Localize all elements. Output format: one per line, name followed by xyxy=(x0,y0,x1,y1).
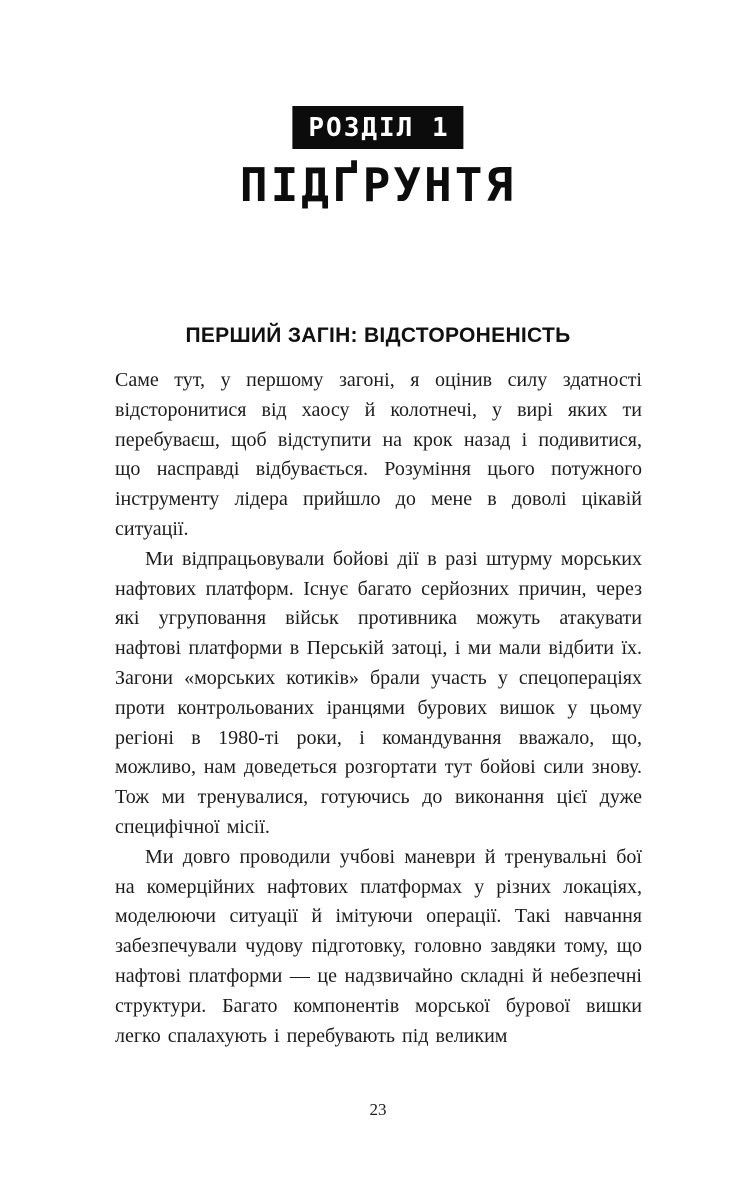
chapter-badge-label: РОЗДІЛ 1 xyxy=(308,113,450,143)
paragraph-1: Саме тут, у першому загоні, я оцінив силу здатності відсторонитися від хаосу й колотнечі, у вирі яких ти перебуваєш, щоб відступити на крок назад і подивитися, що насправді відбувається. Розуміння цього потужного інструменту лідера прийшло до мене в доволі цікавій ситуації. xyxy=(115,369,642,540)
page-number: 23 xyxy=(369,1100,387,1119)
section-heading: ПЕРШИЙ ЗАГІН: ВІДСТОРОНЕНІСТЬ xyxy=(185,324,571,347)
chapter-badge xyxy=(292,106,463,149)
paragraph-3: Ми довго проводили учбові маневри й тренувальні бої на комерційних нафтових платформах у різних локаціях, моделюючи ситуації й імітуючи операції. Такі навчання забезпечували чудову підготовку, головно завдяки тому, що нафтові платформи — це надзвичайно складні й небезпечні структури. Багато компонентів морської бурової вишки легко спалахують і перебувають під великим xyxy=(115,845,642,1047)
chapter-title: ПІДҐРУНТЯ xyxy=(239,158,517,212)
body-text xyxy=(115,366,642,1051)
paragraph-2: Ми відпрацьовували бойові дії в разі штурму морських нафтових платформ. Існує багато серйозних причин, через які угруповання військ противника можуть атакувати нафтові платформи в Перській затоці, і ми мали відбити їх. Загони «морських котиків» брали участь у спецопераціях проти контрольованих іранцями бурових вишок у цьому регіоні в 1980-ті роки, і командування вважало, що, можливо, нам доведеться розгортати тут бойові сили знову. Тож ми тренувалися, готуючись до виконання цієї дуже специфічної місії. xyxy=(115,547,642,838)
